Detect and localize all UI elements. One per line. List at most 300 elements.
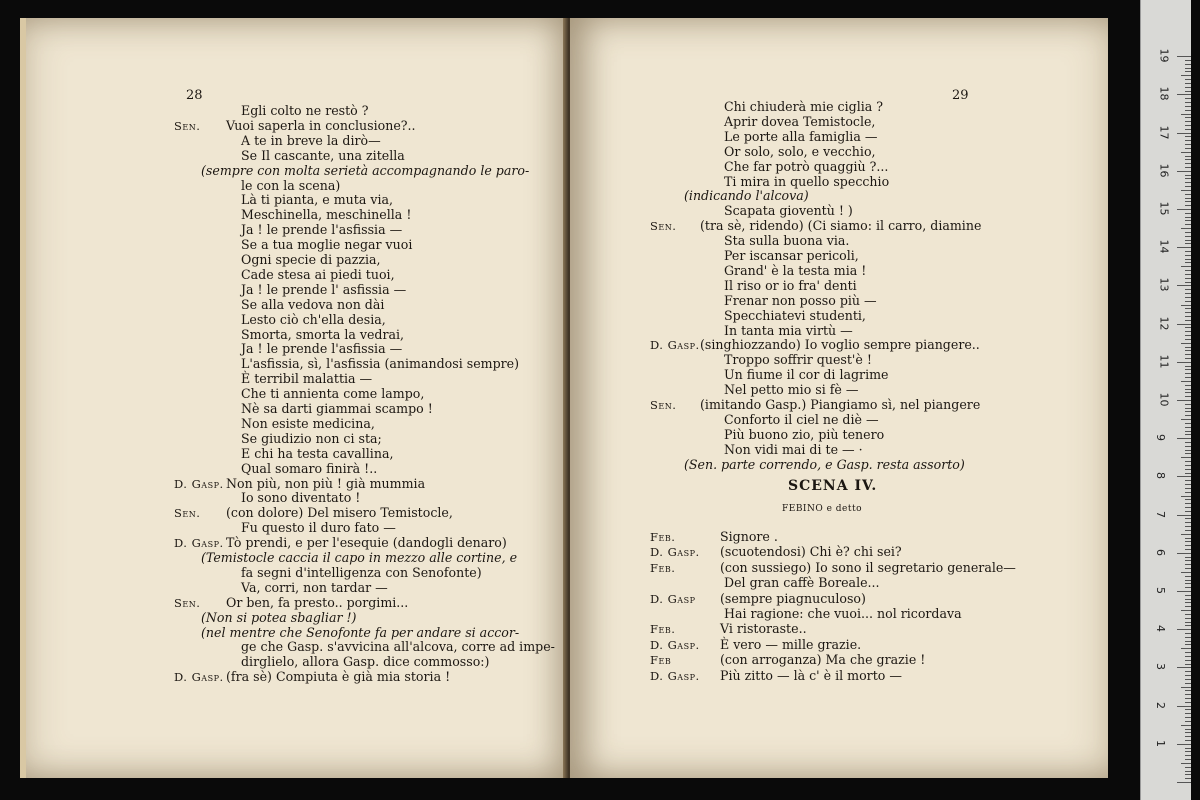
ruler-number: 2 bbox=[1154, 701, 1167, 709]
ruler-subtick bbox=[1185, 251, 1191, 252]
ruler-subtick bbox=[1185, 385, 1191, 386]
ruler-tick bbox=[1177, 56, 1191, 57]
ruler-subtick bbox=[1185, 163, 1191, 164]
ruler-subtick bbox=[1185, 694, 1191, 695]
ruler-subtick bbox=[1185, 499, 1191, 500]
ruler-subtick bbox=[1185, 117, 1191, 118]
verse-line: Più buono zio, più tenero bbox=[724, 426, 885, 442]
ruler-subtick bbox=[1185, 377, 1191, 378]
ruler-subtick bbox=[1185, 656, 1191, 657]
verse-line: Ja ! le prende l' asfissia — bbox=[241, 281, 407, 297]
ruler-subtick bbox=[1181, 725, 1191, 726]
verse-line: Se Il cascante, una zitella bbox=[241, 147, 405, 163]
ruler-subtick bbox=[1185, 83, 1191, 84]
ruler-subtick bbox=[1181, 610, 1191, 611]
left-page bbox=[20, 18, 574, 778]
stage-direction: (Temistocle caccia il capo in mezzo alle cortine, e bbox=[201, 550, 518, 565]
ruler-tick bbox=[1177, 476, 1191, 477]
stage-direction: (Sen. parte correndo, e Gasp. resta assorto) bbox=[684, 456, 965, 472]
ruler-subtick bbox=[1185, 335, 1191, 336]
ruler-subtick bbox=[1185, 507, 1191, 508]
ruler-subtick bbox=[1181, 75, 1191, 76]
ruler-subtick bbox=[1185, 522, 1191, 523]
ruler-subtick bbox=[1185, 60, 1191, 61]
ruler-number: 6 bbox=[1154, 548, 1167, 556]
ruler-subtick bbox=[1185, 427, 1191, 428]
ruler-number: 14 bbox=[1157, 239, 1171, 254]
ruler-subtick bbox=[1185, 236, 1191, 237]
ruler-subtick bbox=[1185, 182, 1191, 183]
ruler-subtick bbox=[1185, 774, 1191, 775]
ruler-subtick bbox=[1185, 140, 1191, 141]
ruler-subtick bbox=[1181, 190, 1191, 191]
ruler-subtick bbox=[1185, 423, 1191, 424]
verse-line: Se giudizio non ci sta; bbox=[241, 430, 382, 446]
ruler-subtick bbox=[1181, 152, 1191, 153]
stage-direction: (nel mentre che Senofonte fa per andare si accor- bbox=[201, 624, 520, 640]
ruler-tick bbox=[1177, 706, 1191, 707]
speaker-label: D. Gasp. bbox=[650, 545, 700, 560]
right-page bbox=[570, 18, 1108, 778]
speaker-label: Sen. bbox=[174, 595, 201, 610]
verse-line: Ja ! le prende l'asfissia — bbox=[241, 341, 403, 357]
verse-line: È terribil malattia — bbox=[241, 371, 373, 387]
ruler-tick bbox=[1177, 438, 1191, 439]
ruler-subtick bbox=[1185, 262, 1191, 263]
speaker-label: Feb. bbox=[650, 530, 676, 544]
ruler-subtick bbox=[1185, 282, 1191, 283]
ruler-subtick bbox=[1185, 564, 1191, 565]
ruler-subtick bbox=[1181, 228, 1191, 229]
ruler-subtick bbox=[1185, 125, 1191, 126]
verse-line: fa segni d'intelligenza con Senofonte) bbox=[241, 564, 482, 580]
ruler-subtick bbox=[1185, 159, 1191, 160]
ruler-subtick bbox=[1181, 534, 1191, 535]
verse-line: (con arroganza) Ma che grazie ! bbox=[720, 652, 926, 668]
verse-line: Le porte alla famiglia — bbox=[724, 128, 878, 144]
ruler-subtick bbox=[1185, 721, 1191, 722]
ruler-tick bbox=[1177, 285, 1191, 286]
ruler-number: 5 bbox=[1154, 587, 1167, 594]
ruler-tick bbox=[1177, 591, 1191, 592]
ruler-number: 7 bbox=[1154, 510, 1167, 518]
ruler-subtick bbox=[1185, 473, 1191, 474]
ruler-subtick bbox=[1185, 625, 1191, 626]
speaker-label: D. Gasp. bbox=[174, 670, 224, 685]
ruler-subtick bbox=[1185, 259, 1191, 260]
ruler-subtick bbox=[1185, 599, 1191, 600]
ruler-subtick bbox=[1185, 373, 1191, 374]
verse-line: Troppo soffrir quest'è ! bbox=[724, 352, 872, 368]
verse-line: (con sussiego) Io sono il segretario generale— bbox=[720, 559, 1016, 575]
ruler-subtick bbox=[1185, 224, 1191, 225]
verse-line: A te in breve la dirò— bbox=[241, 132, 381, 148]
ruler-subtick bbox=[1185, 167, 1191, 168]
verse-line: Ja ! le prende l'asfissia — bbox=[241, 222, 403, 238]
ruler-subtick bbox=[1185, 484, 1191, 485]
ruler-subtick bbox=[1185, 748, 1191, 749]
ruler-subtick bbox=[1185, 641, 1191, 642]
verse-line: Là ti pianta, e muta via, bbox=[241, 192, 393, 208]
verse-line: Chi chiuderà mie ciglia ? bbox=[724, 99, 884, 114]
ruler-subtick bbox=[1185, 354, 1191, 355]
ruler-subtick bbox=[1185, 480, 1191, 481]
ruler-tick bbox=[1177, 744, 1191, 745]
ruler-subtick bbox=[1181, 687, 1191, 688]
verse-line: Nè sa darti giammai scampo ! bbox=[241, 401, 433, 416]
scene-heading: SCENA IV. bbox=[788, 478, 878, 494]
ruler-subtick bbox=[1185, 602, 1191, 603]
ruler-subtick bbox=[1181, 343, 1191, 344]
ruler-subtick bbox=[1185, 580, 1191, 581]
ruler-subtick bbox=[1185, 301, 1191, 302]
stage-direction: (sempre con molta serietà accompagnando le paro- bbox=[201, 162, 530, 178]
ruler-subtick bbox=[1185, 79, 1191, 80]
ruler-number: 16 bbox=[1157, 163, 1171, 178]
ruler-number: 10 bbox=[1157, 392, 1171, 407]
ruler-subtick bbox=[1181, 457, 1191, 458]
verse-line: Or ben, fa presto.. porgimi... bbox=[226, 594, 409, 610]
ruler-tick bbox=[1177, 133, 1191, 134]
ruler-subtick bbox=[1185, 549, 1191, 550]
verse-line: Se alla vedova non dài bbox=[241, 296, 385, 312]
ruler-subtick bbox=[1185, 217, 1191, 218]
verse-line: Ti mira in quello specchio bbox=[724, 173, 890, 189]
verse-line: Scapata gioventù ! ) bbox=[724, 203, 853, 219]
ruler-subtick bbox=[1185, 446, 1191, 447]
ruler-subtick bbox=[1185, 68, 1191, 69]
ruler-subtick bbox=[1185, 121, 1191, 122]
ruler-subtick bbox=[1185, 404, 1191, 405]
ruler-subtick bbox=[1185, 220, 1191, 221]
ruler-subtick bbox=[1185, 339, 1191, 340]
ruler-subtick bbox=[1185, 213, 1191, 214]
ruler-subtick bbox=[1185, 778, 1191, 779]
ruler-subtick bbox=[1185, 71, 1191, 72]
ruler-subtick bbox=[1185, 488, 1191, 489]
speaker-label: Feb. bbox=[650, 560, 676, 575]
ruler-subtick bbox=[1185, 614, 1191, 615]
ruler-subtick bbox=[1181, 305, 1191, 306]
ruler-subtick bbox=[1185, 675, 1191, 676]
ruler-subtick bbox=[1185, 671, 1191, 672]
ruler-subtick bbox=[1185, 255, 1191, 256]
verse-line: Ogni specie di pazzia, bbox=[241, 252, 381, 267]
ruler-subtick bbox=[1185, 511, 1191, 512]
verse-line: Per iscansar pericoli, bbox=[724, 248, 859, 263]
ruler-tick bbox=[1177, 782, 1191, 783]
ruler-subtick bbox=[1185, 431, 1191, 432]
ruler-tick bbox=[1177, 171, 1191, 172]
speaker-label: D. Gasp bbox=[650, 591, 696, 606]
ruler-subtick bbox=[1185, 331, 1191, 332]
verse-line: Non esiste medicina, bbox=[241, 415, 375, 431]
verse-line: Tò prendi, e per l'esequie (dandogli denaro) bbox=[226, 535, 507, 551]
ruler-subtick bbox=[1185, 293, 1191, 294]
ruler-number: 13 bbox=[1157, 277, 1171, 292]
ruler-subtick bbox=[1185, 178, 1191, 179]
ruler-tick bbox=[1177, 515, 1191, 516]
verse-line: (sempre piagnuculoso) bbox=[720, 590, 866, 606]
ruler-tick bbox=[1177, 553, 1191, 554]
ruler-subtick bbox=[1185, 732, 1191, 733]
ruler-subtick bbox=[1185, 366, 1191, 367]
ruler-subtick bbox=[1185, 205, 1191, 206]
verse-line: Specchiatevi studenti, bbox=[724, 307, 866, 323]
page-number-right: 29 bbox=[952, 88, 969, 103]
ruler-subtick bbox=[1181, 572, 1191, 573]
verse-line: Egli colto ne restò ? bbox=[241, 103, 369, 118]
verse-line: (fra sè) Compiuta è già mia storia ! bbox=[226, 669, 451, 685]
ruler-subtick bbox=[1185, 492, 1191, 493]
ruler-subtick bbox=[1185, 618, 1191, 619]
ruler-tick bbox=[1177, 400, 1191, 401]
ruler-subtick bbox=[1181, 381, 1191, 382]
ruler-subtick bbox=[1185, 156, 1191, 157]
ruler-subtick bbox=[1185, 461, 1191, 462]
ruler-subtick bbox=[1185, 660, 1191, 661]
ruler-subtick bbox=[1185, 87, 1191, 88]
ruler-subtick bbox=[1185, 664, 1191, 665]
speaker-label: D. Gasp. bbox=[650, 637, 700, 652]
ruler-subtick bbox=[1185, 442, 1191, 443]
speaker-label: Feb. bbox=[650, 622, 676, 637]
verse-line: Lesto ciò ch'ella desia, bbox=[241, 311, 386, 327]
ruler-subtick bbox=[1185, 278, 1191, 279]
verse-line: Un fiume il cor di lagrime bbox=[724, 367, 889, 383]
ruler-subtick bbox=[1181, 266, 1191, 267]
verse-line: Aprir dovea Temistocle, bbox=[724, 113, 876, 129]
verse-line: Che far potrò quaggiù ?... bbox=[724, 158, 889, 174]
ruler-subtick bbox=[1185, 465, 1191, 466]
ruler-subtick bbox=[1185, 751, 1191, 752]
ruler-subtick bbox=[1185, 369, 1191, 370]
ruler-subtick bbox=[1185, 759, 1191, 760]
ruler-subtick bbox=[1185, 148, 1191, 149]
ruler-number: 17 bbox=[1157, 125, 1171, 140]
verse-line: Più zitto — là c' è il morto — bbox=[720, 667, 902, 683]
scene-characters: FEBINO e detto bbox=[782, 504, 863, 514]
verse-line: Del gran caffè Boreale... bbox=[724, 575, 880, 591]
ruler-subtick bbox=[1185, 702, 1191, 703]
speaker-label: D. Gasp. bbox=[174, 476, 224, 491]
verse-line: Nel petto mio si fè — bbox=[724, 382, 859, 398]
ruler-subtick bbox=[1185, 434, 1191, 435]
ruler-subtick bbox=[1185, 389, 1191, 390]
verse-line: In tanta mia virtù — bbox=[724, 322, 853, 338]
ruler-subtick bbox=[1185, 308, 1191, 309]
ruler-subtick bbox=[1185, 576, 1191, 577]
ruler-subtick bbox=[1185, 243, 1191, 244]
verse-line: Conforto il ciel ne diè — bbox=[724, 411, 879, 427]
verse-line: Sta sulla buona via. bbox=[724, 233, 850, 249]
ruler-subtick bbox=[1185, 698, 1191, 699]
ruler-subtick bbox=[1185, 729, 1191, 730]
verse-line: Cade stesa ai piedi tuoi, bbox=[241, 266, 395, 282]
ruler-subtick bbox=[1185, 545, 1191, 546]
ruler-subtick bbox=[1185, 679, 1191, 680]
verse-line: Che ti annienta come lampo, bbox=[241, 386, 425, 402]
ruler-subtick bbox=[1185, 110, 1191, 111]
verse-line: (con dolore) Del misero Temistocle, bbox=[226, 505, 453, 521]
ruler-tick bbox=[1177, 629, 1191, 630]
speaker-label: Feb bbox=[650, 653, 672, 668]
ruler-subtick bbox=[1185, 316, 1191, 317]
ruler-subtick bbox=[1185, 644, 1191, 645]
ruler-subtick bbox=[1185, 327, 1191, 328]
measurement-ruler bbox=[1140, 0, 1191, 800]
ruler-subtick bbox=[1185, 530, 1191, 531]
ruler-tick bbox=[1177, 362, 1191, 363]
verse-line: (imitando Gasp.) Piangiamo sì, nel piangere bbox=[700, 397, 981, 412]
ruler-subtick bbox=[1185, 583, 1191, 584]
ruler-subtick bbox=[1185, 347, 1191, 348]
ruler-subtick bbox=[1185, 518, 1191, 519]
ruler-subtick bbox=[1185, 415, 1191, 416]
verse-line: Or solo, solo, e vecchio, bbox=[724, 143, 876, 159]
verse-line: L'asfissia, sì, l'asfissia (animandosi sempre) bbox=[241, 356, 520, 372]
ruler-subtick bbox=[1185, 503, 1191, 504]
ruler-number: 9 bbox=[1154, 434, 1167, 442]
ruler-subtick bbox=[1185, 232, 1191, 233]
page-number-left: 28 bbox=[186, 88, 203, 103]
ruler-subtick bbox=[1185, 633, 1191, 634]
ruler-tick bbox=[1177, 324, 1191, 325]
ruler-subtick bbox=[1185, 350, 1191, 351]
ruler-number: 4 bbox=[1154, 625, 1167, 633]
stage-direction: (indicando l'alcova) bbox=[684, 188, 809, 204]
ruler-subtick bbox=[1185, 408, 1191, 409]
ruler-number: 15 bbox=[1157, 201, 1171, 216]
verse-line: Frenar non posso più — bbox=[724, 292, 877, 308]
ruler-number: 11 bbox=[1157, 354, 1171, 369]
verse-line: Se a tua moglie negar vuoi bbox=[241, 237, 413, 253]
ruler-subtick bbox=[1185, 201, 1191, 202]
ruler-subtick bbox=[1185, 637, 1191, 638]
verse-line: Va, corri, non tardar — bbox=[241, 579, 388, 595]
verse-line: Signore . bbox=[720, 529, 778, 544]
ruler-subtick bbox=[1185, 526, 1191, 527]
ruler-subtick bbox=[1185, 717, 1191, 718]
verse-line: dirglielo, allora Gasp. dice commosso:) bbox=[241, 654, 490, 670]
ruler-subtick bbox=[1185, 755, 1191, 756]
ruler-subtick bbox=[1185, 568, 1191, 569]
verse-line: Grand' è la testa mia ! bbox=[724, 262, 867, 278]
ruler-subtick bbox=[1185, 136, 1191, 137]
open-book bbox=[12, 18, 1110, 780]
ruler-number: 8 bbox=[1154, 472, 1167, 480]
ruler-subtick bbox=[1185, 106, 1191, 107]
ruler-subtick bbox=[1185, 713, 1191, 714]
ruler-number: 12 bbox=[1157, 316, 1171, 331]
verse-line: Il riso or io fra' denti bbox=[724, 277, 857, 293]
ruler-subtick bbox=[1185, 411, 1191, 412]
ruler-subtick bbox=[1185, 771, 1191, 772]
ruler-subtick bbox=[1185, 129, 1191, 130]
ruler-subtick bbox=[1185, 469, 1191, 470]
ruler-subtick bbox=[1185, 102, 1191, 103]
ruler-subtick bbox=[1185, 392, 1191, 393]
ruler-subtick bbox=[1185, 690, 1191, 691]
verse-line: E chi ha testa cavallina, bbox=[241, 445, 394, 461]
verse-line: Non più, non più ! già mummia bbox=[226, 475, 426, 491]
ruler-subtick bbox=[1185, 560, 1191, 561]
ruler-number: 3 bbox=[1154, 663, 1167, 671]
speaker-label: D. Gasp. bbox=[650, 668, 700, 683]
ruler-subtick bbox=[1185, 538, 1191, 539]
verse-line: ge che Gasp. s'avvicina all'alcova, corre ad impe- bbox=[241, 639, 555, 655]
ruler-subtick bbox=[1185, 175, 1191, 176]
verse-line: Qual somaro finirà !.. bbox=[241, 460, 378, 476]
ruler-subtick bbox=[1185, 297, 1191, 298]
ruler-subtick bbox=[1181, 496, 1191, 497]
verse-line: Smorta, smorta la vedrai, bbox=[241, 326, 405, 342]
ruler-subtick bbox=[1185, 91, 1191, 92]
speaker-label: D. Gasp. bbox=[650, 338, 700, 353]
verse-line: Vuoi saperla in conclusione?.. bbox=[226, 117, 416, 133]
ruler-subtick bbox=[1185, 652, 1191, 653]
ruler-subtick bbox=[1181, 114, 1191, 115]
ruler-subtick bbox=[1185, 274, 1191, 275]
ruler-subtick bbox=[1185, 557, 1191, 558]
ruler-subtick bbox=[1185, 736, 1191, 737]
verse-line: Non vidi mai di te — · bbox=[724, 441, 863, 457]
ruler-subtick bbox=[1185, 240, 1191, 241]
speaker-label: Sen. bbox=[174, 506, 201, 521]
ruler-subtick bbox=[1185, 595, 1191, 596]
verse-line: (scuotendosi) Chi è? chi sei? bbox=[720, 544, 902, 560]
ruler-subtick bbox=[1185, 358, 1191, 359]
ruler-subtick bbox=[1185, 541, 1191, 542]
verse-line: (tra sè, ridendo) (Ci siamo: il carro, diamine bbox=[700, 218, 982, 234]
ruler-tick bbox=[1177, 209, 1191, 210]
verse-line: (singhiozzando) Io voglio sempre piangere.. bbox=[700, 337, 980, 353]
ruler-subtick bbox=[1181, 648, 1191, 649]
verse-line: Vi ristoraste.. bbox=[720, 621, 807, 637]
verse-line: le con la scena) bbox=[241, 177, 341, 193]
ruler-subtick bbox=[1181, 419, 1191, 420]
ruler-subtick bbox=[1185, 709, 1191, 710]
speaker-label: Sen. bbox=[650, 398, 677, 412]
ruler-subtick bbox=[1185, 312, 1191, 313]
ruler-subtick bbox=[1185, 186, 1191, 187]
ruler-subtick bbox=[1185, 144, 1191, 145]
ruler-number: 18 bbox=[1157, 86, 1171, 101]
stage-direction: (Non si potea sbagliar !) bbox=[201, 609, 357, 625]
ruler-subtick bbox=[1185, 320, 1191, 321]
ruler-subtick bbox=[1185, 64, 1191, 65]
ruler-subtick bbox=[1185, 289, 1191, 290]
ruler-subtick bbox=[1185, 683, 1191, 684]
ruler-subtick bbox=[1185, 198, 1191, 199]
ruler-subtick bbox=[1185, 194, 1191, 195]
ruler-subtick bbox=[1185, 270, 1191, 271]
speaker-label: Sen. bbox=[650, 219, 677, 234]
ruler-number: 1 bbox=[1154, 739, 1167, 747]
ruler-subtick bbox=[1185, 740, 1191, 741]
verse-line: Io sono diventato ! bbox=[241, 490, 361, 506]
verse-line: È vero — mille grazie. bbox=[720, 636, 862, 652]
verse-line: Fu questo il duro fato — bbox=[241, 520, 396, 536]
ruler-subtick bbox=[1185, 587, 1191, 588]
ruler-subtick bbox=[1185, 453, 1191, 454]
ruler-subtick bbox=[1185, 767, 1191, 768]
verse-line: Meschinella, meschinella ! bbox=[241, 207, 412, 223]
verse-line: Hai ragione: che vuoi... nol ricordava bbox=[724, 606, 962, 621]
ruler-subtick bbox=[1185, 606, 1191, 607]
ruler-subtick bbox=[1185, 98, 1191, 99]
ruler-subtick bbox=[1185, 450, 1191, 451]
